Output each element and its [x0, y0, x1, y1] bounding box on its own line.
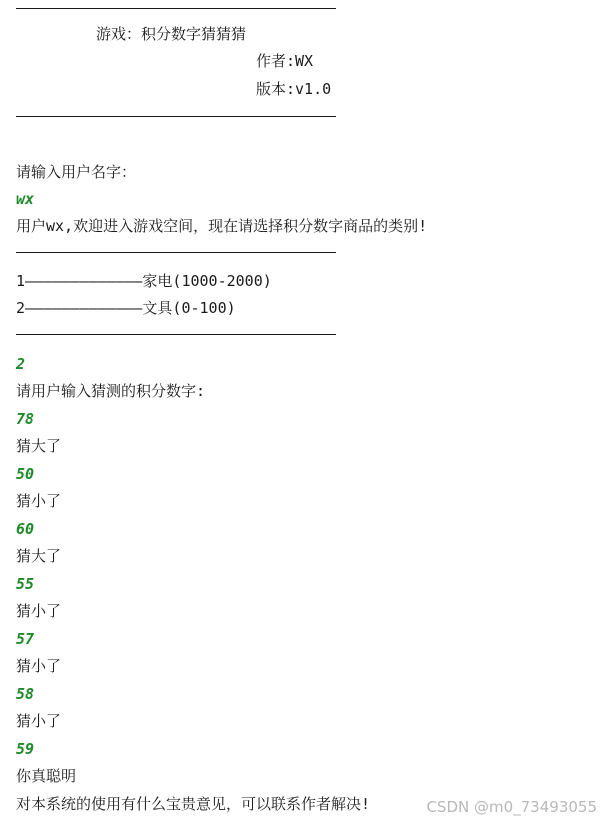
guess-feedback: 猜小了	[16, 657, 62, 675]
separator-rule	[16, 116, 336, 117]
menu-item-2: 2—————————————文具(0-100)	[16, 299, 236, 317]
prompt-enter-guess: 请用户输入猜测的积分数字:	[16, 382, 206, 400]
version-label: 版本:v1.0	[256, 80, 332, 98]
closing-message: 对本系统的使用有什么宝贵意见，可以联系作者解决!	[16, 795, 371, 813]
guess-feedback: 猜小了	[16, 602, 62, 620]
guess-feedback: 猜大了	[16, 437, 62, 455]
guess-input[interactable]: 57	[16, 630, 35, 648]
menu-item-1: 1—————————————家电(1000-2000)	[16, 272, 272, 290]
guess-input[interactable]: 78	[16, 410, 35, 428]
csdn-watermark: CSDN @m0_73493055	[426, 798, 597, 816]
guess-feedback: 猜小了	[16, 712, 62, 730]
guess-input[interactable]: 58	[16, 685, 35, 703]
author-label: 作者:WX	[256, 52, 314, 70]
prompt-enter-name: 请输入用户名字：	[16, 163, 137, 181]
welcome-message: 用户wx,欢迎进入游戏空间，现在请选择积分数字商品的类别!	[16, 217, 428, 235]
guess-input[interactable]: 50	[16, 465, 35, 483]
separator-rule	[16, 334, 336, 335]
guess-feedback: 猜大了	[16, 547, 62, 565]
separator-rule	[16, 252, 336, 253]
game-title: 游戏：积分数字猜猜猜	[96, 25, 247, 43]
user-input-category[interactable]: 2	[16, 355, 26, 373]
guess-input[interactable]: 60	[16, 520, 35, 538]
separator-rule	[16, 8, 336, 9]
guess-feedback: 你真聪明	[16, 767, 77, 785]
guess-input[interactable]: 59	[16, 740, 35, 758]
user-input-name[interactable]: wx	[16, 190, 35, 208]
guess-input[interactable]: 55	[16, 575, 35, 593]
guess-feedback: 猜小了	[16, 492, 62, 510]
